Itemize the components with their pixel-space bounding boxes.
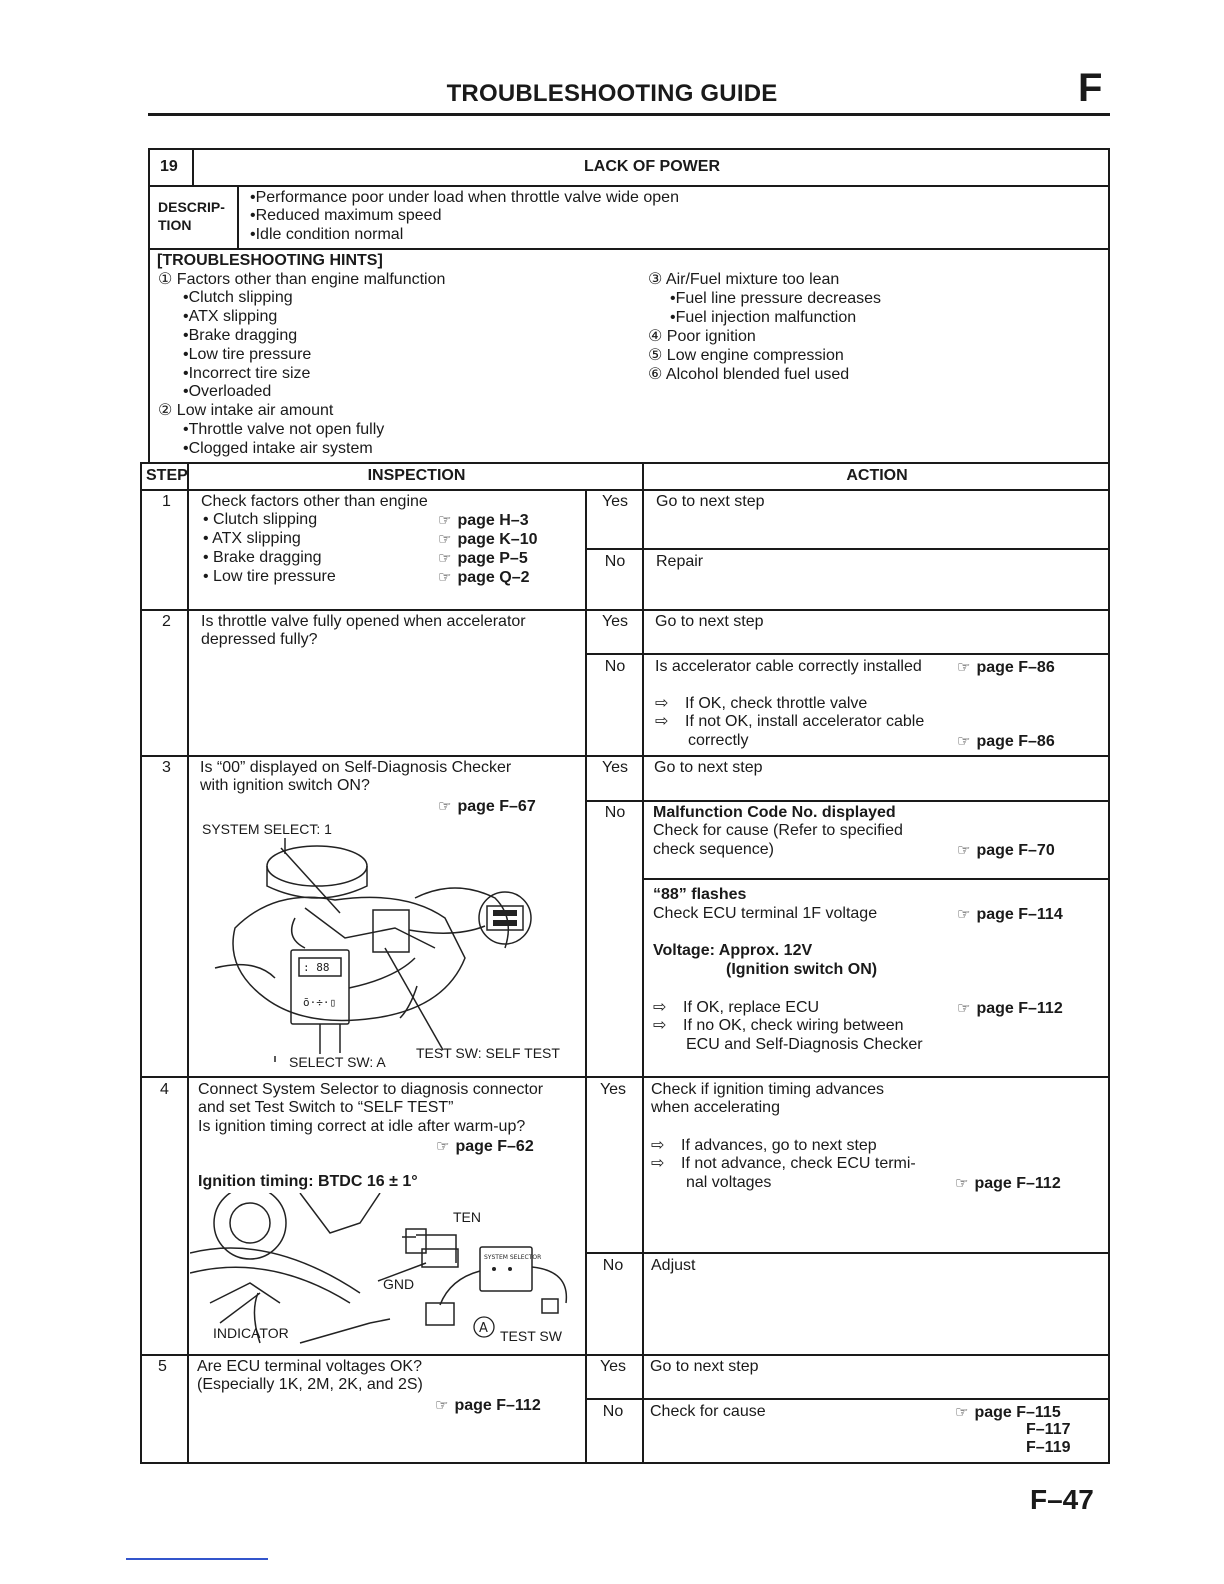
page-reference bbox=[955, 1174, 1061, 1193]
action-text bbox=[655, 695, 867, 714]
description-item: •Reduced maximum speed bbox=[250, 207, 442, 224]
figure-label: SELECT SW: A bbox=[289, 1054, 386, 1070]
figure-label: TEN bbox=[453, 1209, 481, 1225]
reference-text: page F–86 bbox=[976, 659, 1055, 676]
page-reference bbox=[957, 841, 1055, 860]
reference-text: page F–112 bbox=[976, 1000, 1063, 1017]
hint-item: •Fuel injection malfunction bbox=[670, 309, 857, 326]
reference-text: page F–112 bbox=[974, 1175, 1061, 1192]
pointing-hand-icon: ☞ bbox=[438, 569, 452, 586]
action-text: ECU and Self-Diagnosis Checker bbox=[686, 1036, 923, 1053]
pointing-hand-icon: ☞ bbox=[957, 1000, 971, 1017]
action-text: Go to next step bbox=[655, 613, 764, 630]
action-text: Check ECU terminal 1F voltage bbox=[653, 905, 878, 922]
ignition-timing-spec: Ignition timing: BTDC 16 ± 1° bbox=[198, 1173, 418, 1190]
page-number: F–47 bbox=[1030, 1484, 1094, 1515]
column-step: STEP bbox=[146, 467, 188, 484]
pointing-hand-icon: ☞ bbox=[438, 798, 452, 815]
divider bbox=[140, 1076, 1110, 1078]
page-reference bbox=[438, 797, 536, 816]
action-text: when accelerating bbox=[651, 1099, 780, 1116]
inspection-text: Are ECU terminal voltages OK? bbox=[197, 1358, 422, 1375]
reference-text: page P–5 bbox=[457, 550, 528, 567]
arrow-right-icon: ⇨ bbox=[653, 1017, 667, 1034]
pointing-hand-icon: ☞ bbox=[955, 1175, 969, 1192]
page-reference bbox=[438, 549, 528, 568]
description-label: TION bbox=[158, 217, 192, 233]
divider bbox=[585, 800, 1110, 802]
step-number: 5 bbox=[158, 1358, 167, 1375]
divider bbox=[642, 878, 1110, 880]
action-title: Malfunction Code No. displayed bbox=[653, 804, 896, 821]
action-text: Check if ignition timing advances bbox=[651, 1081, 885, 1098]
action-text bbox=[651, 1155, 916, 1174]
step-number: 3 bbox=[162, 759, 171, 776]
divider bbox=[140, 1354, 1110, 1356]
action-text: Repair bbox=[656, 553, 704, 570]
page-reference bbox=[436, 1137, 534, 1156]
pointing-hand-icon: ☞ bbox=[436, 1138, 450, 1155]
page-reference bbox=[438, 530, 538, 549]
hint-item: •Incorrect tire size bbox=[183, 365, 311, 382]
action-line: If OK, check throttle valve bbox=[685, 695, 868, 712]
page-reference bbox=[957, 905, 1063, 924]
hint-item: ③ Air/Fuel mixture too lean bbox=[648, 271, 840, 288]
step-number: 1 bbox=[162, 493, 171, 510]
inspection-text: • Clutch slipping bbox=[203, 511, 318, 528]
hint-item: ④ Poor ignition bbox=[648, 328, 756, 345]
figure-label: GND bbox=[383, 1276, 415, 1292]
action-text: Check for cause (Refer to specified bbox=[653, 822, 903, 839]
page-reference bbox=[957, 658, 1055, 677]
pointing-hand-icon: ☞ bbox=[957, 906, 971, 923]
reference-text: page F–114 bbox=[976, 906, 1063, 923]
yes-label: Yes bbox=[601, 493, 629, 510]
arrow-right-icon: ⇨ bbox=[655, 713, 669, 730]
inspection-text: Is throttle valve fully opened when accelerator bbox=[201, 613, 526, 630]
hints-title: [TROUBLESHOOTING HINTS] bbox=[157, 252, 383, 269]
hint-item: ② Low intake air amount bbox=[158, 402, 334, 419]
page-reference bbox=[957, 732, 1055, 751]
step-number: 2 bbox=[162, 613, 171, 630]
reference-text: page H–3 bbox=[457, 512, 529, 529]
hint-item: •Clogged intake air system bbox=[183, 440, 373, 457]
self-diagnosis-checker-diagram bbox=[195, 818, 580, 1070]
pointing-hand-icon: ☞ bbox=[957, 733, 971, 750]
action-text: Is accelerator cable correctly installed bbox=[655, 658, 922, 675]
step-number: 4 bbox=[160, 1081, 169, 1098]
action-line: If OK, replace ECU bbox=[683, 999, 820, 1016]
divider bbox=[140, 609, 1110, 611]
no-label: No bbox=[604, 804, 626, 821]
arrow-right-icon: ⇨ bbox=[653, 999, 667, 1016]
inspection-text: Is ignition timing correct at idle after warm-up? bbox=[198, 1118, 526, 1135]
action-line: If not advance, check ECU termi- bbox=[681, 1155, 916, 1172]
figure-label: SYSTEM SELECT: 1 bbox=[202, 821, 332, 837]
figure-label: A bbox=[479, 1321, 488, 1336]
divider bbox=[187, 462, 189, 1462]
inspection-text: • ATX slipping bbox=[203, 530, 301, 547]
inspection-text: Connect System Selector to diagnosis connector bbox=[198, 1081, 544, 1098]
action-line: If no OK, check wiring between bbox=[683, 1017, 904, 1034]
hint-item: ⑥ Alcohol blended fuel used bbox=[648, 366, 850, 383]
arrow-right-icon: ⇨ bbox=[651, 1155, 665, 1172]
reference-text: page K–10 bbox=[457, 531, 538, 548]
reference-text: page F–62 bbox=[455, 1138, 534, 1155]
page-header-title: TROUBLESHOOTING GUIDE bbox=[446, 80, 778, 107]
section-letter: F bbox=[1078, 66, 1103, 110]
pointing-hand-icon: ☞ bbox=[957, 659, 971, 676]
voltage-spec: Voltage: Approx. 12V bbox=[653, 942, 813, 959]
inspection-text: • Low tire pressure bbox=[203, 568, 336, 585]
pointing-hand-icon: ☞ bbox=[438, 550, 452, 567]
trouble-number: 19 bbox=[160, 158, 178, 175]
divider bbox=[237, 185, 239, 249]
svg-text:: 88: : 88 bbox=[303, 961, 330, 974]
page-reference: F–119 bbox=[1026, 1439, 1071, 1456]
inspection-text: and set Test Switch to “SELF TEST” bbox=[198, 1099, 454, 1116]
hint-item: •Clutch slipping bbox=[183, 289, 293, 306]
action-title: “88” flashes bbox=[653, 886, 747, 903]
action-text: Check for cause bbox=[650, 1403, 766, 1420]
pointing-hand-icon: ☞ bbox=[957, 842, 971, 859]
reference-text: page Q–2 bbox=[457, 569, 530, 586]
figure-label: TEST SW bbox=[500, 1328, 562, 1344]
divider bbox=[140, 489, 1110, 491]
divider bbox=[140, 755, 1110, 757]
divider bbox=[585, 548, 1110, 550]
hint-item: •Brake dragging bbox=[183, 327, 298, 344]
inspection-text: Is “00” displayed on Self-Diagnosis Checker bbox=[200, 759, 512, 776]
hint-item: •Fuel line pressure decreases bbox=[670, 290, 882, 307]
action-text: Go to next step bbox=[654, 759, 763, 776]
arrow-right-icon: ⇨ bbox=[651, 1137, 665, 1154]
description-item: •Idle condition normal bbox=[250, 226, 404, 243]
inspection-text: • Brake dragging bbox=[203, 549, 322, 566]
divider bbox=[585, 1398, 1110, 1400]
divider bbox=[642, 462, 644, 1462]
no-label: No bbox=[602, 1403, 624, 1420]
reference-text: page F–86 bbox=[976, 733, 1055, 750]
figure-label: SYSTEM SELECTOR bbox=[484, 1254, 542, 1261]
yes-label: Yes bbox=[601, 759, 629, 776]
no-label: No bbox=[604, 658, 626, 675]
action-text bbox=[653, 1017, 904, 1036]
arrow-right-icon: ⇨ bbox=[655, 695, 669, 712]
action-text: Adjust bbox=[651, 1257, 696, 1274]
yes-label: Yes bbox=[599, 1081, 627, 1098]
action-line: If not OK, install accelerator cable bbox=[685, 713, 925, 730]
inspection-text: with ignition switch ON? bbox=[200, 777, 370, 794]
yes-label: Yes bbox=[601, 613, 629, 630]
reference-text: page F–112 bbox=[454, 1397, 541, 1414]
action-line: If advances, go to next step bbox=[681, 1137, 877, 1154]
hint-item: •Low tire pressure bbox=[183, 346, 312, 363]
pointing-hand-icon: ☞ bbox=[438, 512, 452, 529]
action-text: check sequence) bbox=[653, 841, 774, 858]
pointing-hand-icon: ☞ bbox=[955, 1404, 969, 1421]
yes-label: Yes bbox=[599, 1358, 627, 1375]
action-text: correctly bbox=[688, 732, 749, 749]
divider bbox=[585, 489, 587, 1462]
page-reference bbox=[955, 1403, 1061, 1422]
action-text: Go to next step bbox=[650, 1358, 759, 1375]
action-text bbox=[653, 999, 819, 1018]
hint-item: •ATX slipping bbox=[183, 308, 278, 325]
reference-text: page F–70 bbox=[976, 842, 1055, 859]
no-label: No bbox=[602, 1257, 624, 1274]
divider bbox=[585, 1252, 1110, 1254]
reference-text: page F–115 bbox=[974, 1404, 1061, 1421]
action-text: Go to next step bbox=[656, 493, 765, 510]
page-reference bbox=[435, 1396, 541, 1415]
pointing-hand-icon: ☞ bbox=[438, 531, 452, 548]
hint-item: •Overloaded bbox=[183, 383, 272, 400]
figure-label: TEST SW: SELF TEST bbox=[416, 1045, 560, 1061]
inspection-text: (Especially 1K, 2M, 2K, and 2S) bbox=[197, 1376, 423, 1393]
inspection-text: depressed fully? bbox=[201, 631, 318, 648]
voltage-condition: (Ignition switch ON) bbox=[726, 961, 878, 978]
column-inspection: INSPECTION bbox=[367, 467, 466, 484]
divider bbox=[148, 185, 1110, 187]
hint-item: ① Factors other than engine malfunction bbox=[158, 271, 446, 288]
hint-item: •Throttle valve not open fully bbox=[183, 421, 385, 438]
footer-line bbox=[126, 1558, 268, 1560]
pointing-hand-icon: ☞ bbox=[435, 1397, 449, 1414]
inspection-text: Check factors other than engine bbox=[201, 493, 428, 510]
divider bbox=[585, 653, 1110, 655]
divider bbox=[148, 248, 1110, 250]
hint-item: ⑤ Low engine compression bbox=[648, 347, 844, 364]
action-text bbox=[655, 713, 924, 732]
description-label: DESCRIP- bbox=[158, 199, 225, 215]
no-label: No bbox=[604, 553, 626, 570]
trouble-title: LACK OF POWER bbox=[584, 158, 720, 175]
action-text bbox=[651, 1137, 877, 1156]
description-item: •Performance poor under load when throttle valve wide open bbox=[250, 189, 679, 206]
column-action: ACTION bbox=[846, 467, 908, 484]
header-rule bbox=[148, 113, 1110, 116]
page-reference bbox=[438, 568, 529, 587]
page-reference bbox=[957, 999, 1063, 1018]
figure-label: INDICATOR bbox=[213, 1325, 289, 1341]
reference-text: page F–67 bbox=[457, 798, 536, 815]
page-reference: F–117 bbox=[1026, 1421, 1071, 1438]
svg-text:ō·÷·▯: ō·÷·▯ bbox=[303, 996, 337, 1009]
page-reference bbox=[438, 511, 529, 530]
action-text: nal voltages bbox=[686, 1174, 772, 1191]
